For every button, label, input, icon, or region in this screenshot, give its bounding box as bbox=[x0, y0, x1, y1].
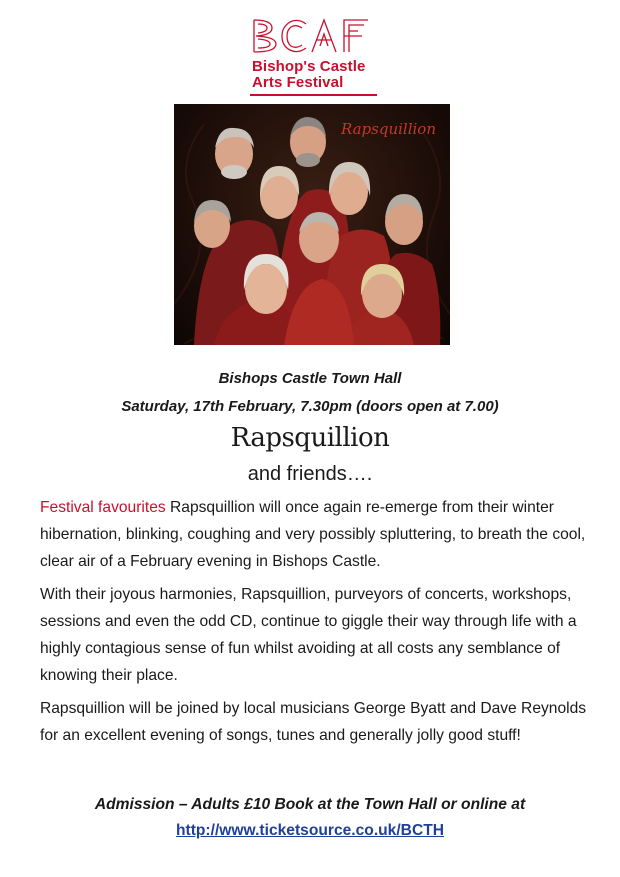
photo-caption: Rapsquillion bbox=[340, 120, 436, 138]
description-paragraph-3: Rapsquillion will be joined by local musicians George Byatt and Dave Reynolds for an excellent evening of songs, tunes and generally jolly good stuff! bbox=[40, 700, 587, 744]
description-paragraph-2: With their joyous harmonies, Rapsquillion, purveyors of concerts, workshops, sessions and even the odd CD, continue to giggle their way through life with a highly contagious sense of fun whilst avoiding at all costs any semblance of knowing their place. bbox=[40, 586, 577, 684]
description-paragraph-1 bbox=[40, 494, 588, 575]
event-title: Rapsquillion bbox=[230, 423, 390, 453]
event-subtitle: and friends…. bbox=[247, 463, 373, 485]
admission-info: Admission – Adults £10 Book at the Town Hall or online at bbox=[94, 796, 526, 813]
ticket-link[interactable]: http://www.ticketsource.co.uk/BCTH bbox=[175, 822, 444, 839]
bcaf-logo-mark bbox=[250, 16, 372, 56]
band-photo bbox=[174, 104, 450, 345]
logo-underline bbox=[250, 94, 377, 96]
logo-text-line2: Arts Festival bbox=[252, 74, 344, 91]
band-photo-illustration bbox=[174, 104, 450, 345]
paragraph-1-text: Rapsquillion will once again re-emerge from their winter hibernation, blinking, coughing and very possibly spluttering, to breath the cool, clear air of a February evening in Bishops Castle. bbox=[40, 499, 586, 570]
paragraph-1-lead: Festival favourites bbox=[40, 499, 166, 516]
event-venue: Bishops Castle Town Hall bbox=[218, 370, 402, 387]
logo-text-line1: Bishop's Castle bbox=[252, 58, 366, 75]
festival-logo bbox=[250, 16, 378, 96]
event-datetime: Saturday, 17th February, 7.30pm (doors open at 7.00) bbox=[121, 398, 499, 415]
